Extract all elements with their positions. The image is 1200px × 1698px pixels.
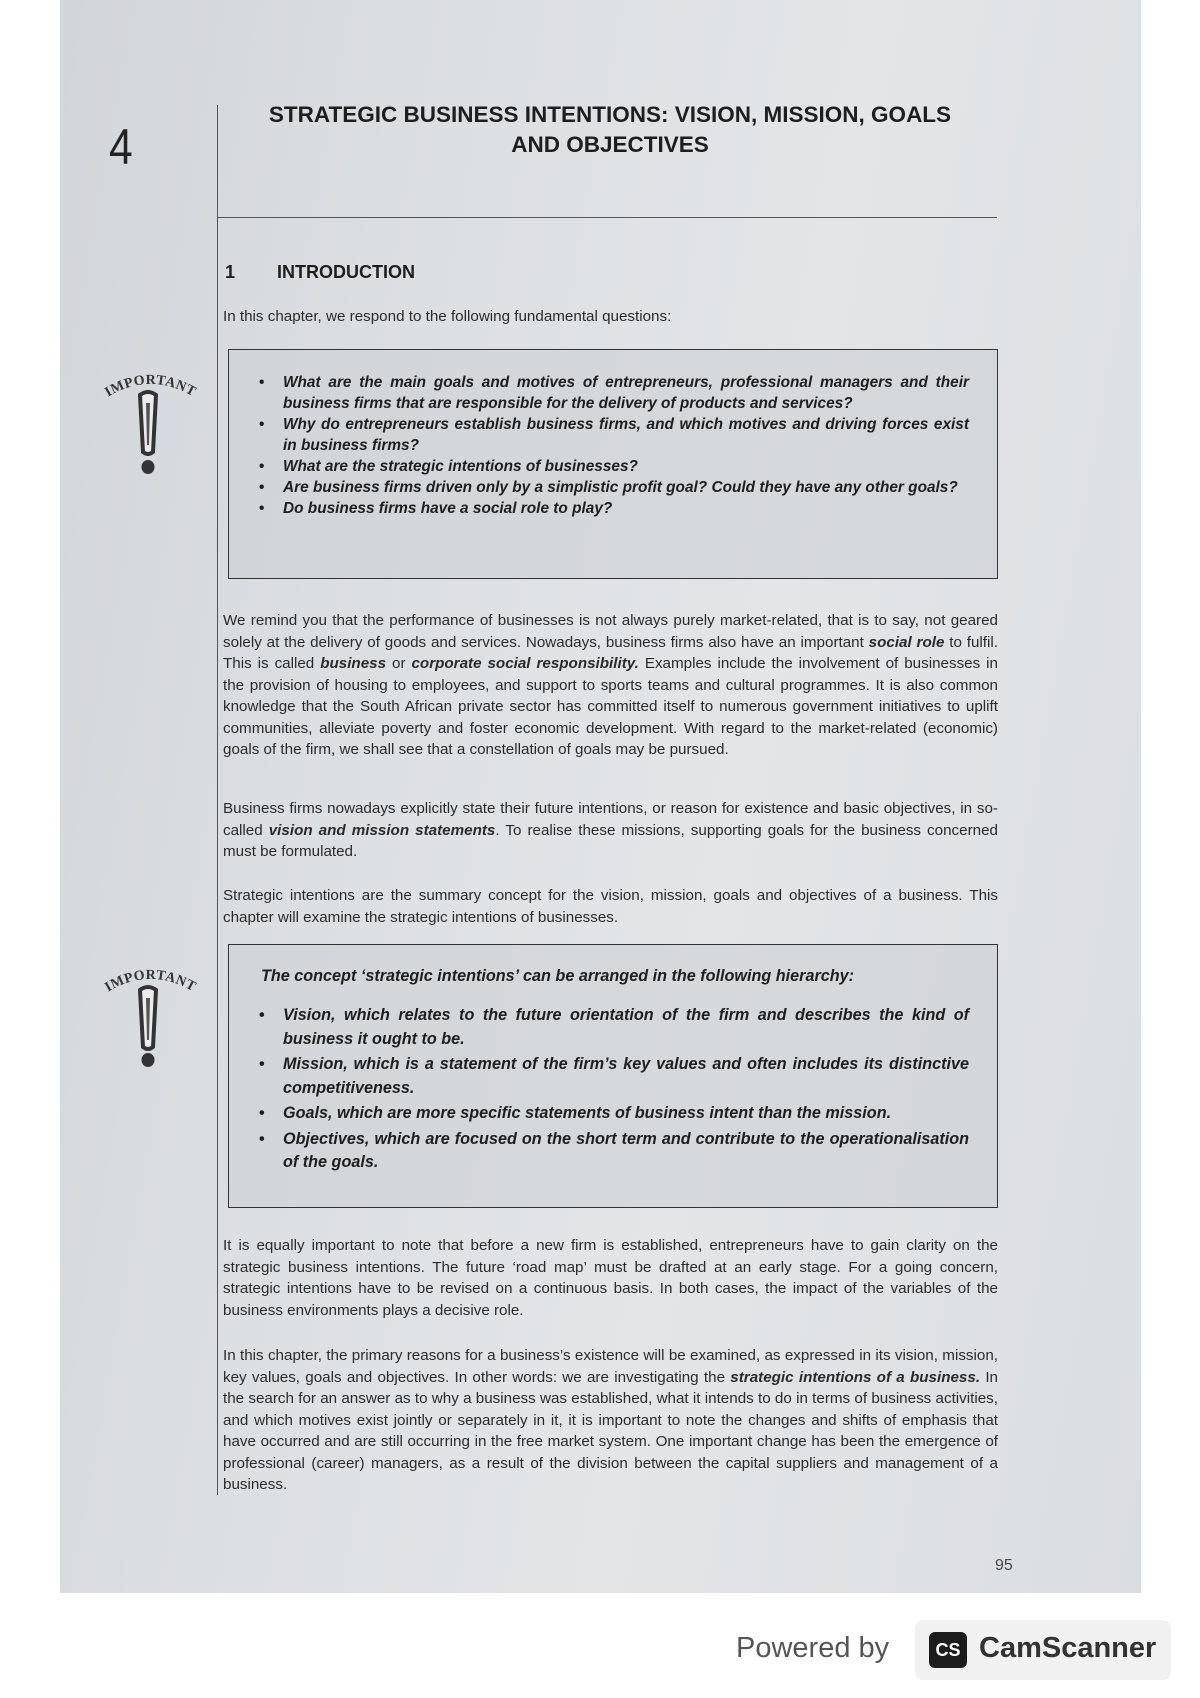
- emphasis-text: corporate social responsibility.: [411, 655, 639, 672]
- hierarchy-box: [228, 944, 998, 1208]
- chapter-title: [230, 100, 990, 160]
- list-item: • Are business firms driven only by a simplistic profit goal? Could they have any other goals?: [283, 477, 997, 498]
- text-run: or: [386, 655, 412, 672]
- chapter-number: 4: [109, 119, 133, 175]
- camscanner-logo: [915, 1620, 1171, 1680]
- emphasis-text: vision and mission statements: [268, 821, 496, 839]
- chapter-title-line1: STRATEGIC BUSINESS INTENTIONS: VISION, MISSION, GOALS: [268, 102, 952, 127]
- question-list: [229, 372, 997, 519]
- text-run: to fulfil. This is called: [223, 633, 998, 672]
- paragraph-vision-mission: [223, 798, 998, 863]
- section-number: 1: [225, 262, 236, 282]
- key-questions-box: [228, 349, 998, 579]
- hierarchy-list: [229, 1004, 997, 1175]
- important-label: IMPORTANT: [102, 967, 199, 996]
- emphasis-text: social role: [868, 633, 945, 651]
- text-run: We remind you that the performance of businesses is not always purely market-related, that is to say, not geared solely at the delivery of goods and services. Nowadays, business firms also have an important: [223, 612, 998, 651]
- important-label: IMPORTANT: [102, 372, 199, 401]
- chapter-title-line2: AND OBJECTIVES: [511, 132, 709, 157]
- book-page: [60, 0, 1141, 1593]
- emphasis-text: business: [320, 655, 387, 672]
- paragraph-strategic-intentions: Strategic intentions are the summary concept for the vision, mission, goals and objectives of a business. This chapter will examine the strategic intentions of businesses.: [223, 887, 998, 926]
- section-heading: [225, 262, 415, 283]
- text-run: In this chapter, the primary reasons for a business’s existence will be examined, as expressed in its vision, mission, key values, goals and objectives. In other words: we are investigating the: [223, 1347, 998, 1386]
- camscanner-mark-icon: CS: [929, 1632, 967, 1668]
- list-item: • Vision, which relates to the future orientation of the firm and describes the kind of business it ought to be.: [283, 1004, 997, 1051]
- margin-rule: [217, 105, 218, 1495]
- list-item: • Do business firms have a social role to play?: [283, 498, 997, 519]
- list-item: • Why do entrepreneurs establish business firms, and which motives and driving forces exist in business firms?: [283, 414, 997, 456]
- hierarchy-lead: The concept ‘strategic intentions’ can be arranged in the following hierarchy:: [261, 967, 855, 985]
- text-run: In the search for an answer as to why a business was established, what it intends to do in terms of business activities, and which motives exist jointly or separately in it, it is important to note the changes and shifts of emphasis that have occurred and are still occurring in the free market system. One important change has been the emergence of professional (career) managers, as a result of the division between the capital suppliers and management of a business.: [223, 1368, 998, 1493]
- list-item: • Objectives, which are focused on the short term and contribute to the operationalisation of the goals.: [283, 1128, 997, 1175]
- list-item: • Goals, which are more specific statements of business intent than the mission.: [283, 1102, 997, 1126]
- important-exclamation-icon: [100, 355, 200, 475]
- title-divider: [217, 217, 997, 218]
- list-item: • What are the main goals and motives of entrepreneurs, professional managers and their business firms that are responsible for the delivery of products and services?: [283, 372, 997, 414]
- emphasis-text: strategic intentions of a business.: [730, 1368, 981, 1386]
- page-number: 95: [995, 1557, 1013, 1574]
- list-item: • Mission, which is a statement of the firm’s key values and often includes its distinctive competitiveness.: [283, 1053, 997, 1100]
- camscanner-brand: CamScanner: [979, 1632, 1157, 1664]
- powered-by-text: Powered by: [736, 1632, 890, 1664]
- intro-text: In this chapter, we respond to the following fundamental questions:: [223, 308, 672, 325]
- paragraph-primary-reasons: [223, 1345, 998, 1496]
- important-exclamation-icon: [100, 950, 200, 1070]
- section-title: INTRODUCTION: [277, 262, 415, 282]
- paragraph-road-map: It is equally important to note that before a new firm is established, entrepreneurs have to gain clarity on the strategic business intentions. The future ‘road map’ must be drafted at an early stage. For a going concern, strategic intentions have to be revised on a continuous basis. In both cases, the impact of the variables of the business environments plays a decisive role.: [223, 1237, 998, 1319]
- text-run: . To realise these missions, supporting goals for the business concerned must be formulated.: [223, 821, 998, 860]
- list-item: • What are the strategic intentions of businesses?: [283, 456, 997, 477]
- paragraph-social-role: [223, 610, 998, 761]
- text-run: Examples include the involvement of businesses in the provision of housing to employees, and support to sports teams and cultural programmes. It is also common knowledge that the South African private sector has committed itself to numerous government initiatives to uplift communities, alleviate poverty and foster economic development. With regard to the market-related (economic) goals of the firm, we shall see that a constellation of goals may be pursued.: [223, 655, 998, 758]
- text-run: Business firms nowadays explicitly state their future intentions, or reason for existence and basic objectives, in so-called: [223, 800, 998, 839]
